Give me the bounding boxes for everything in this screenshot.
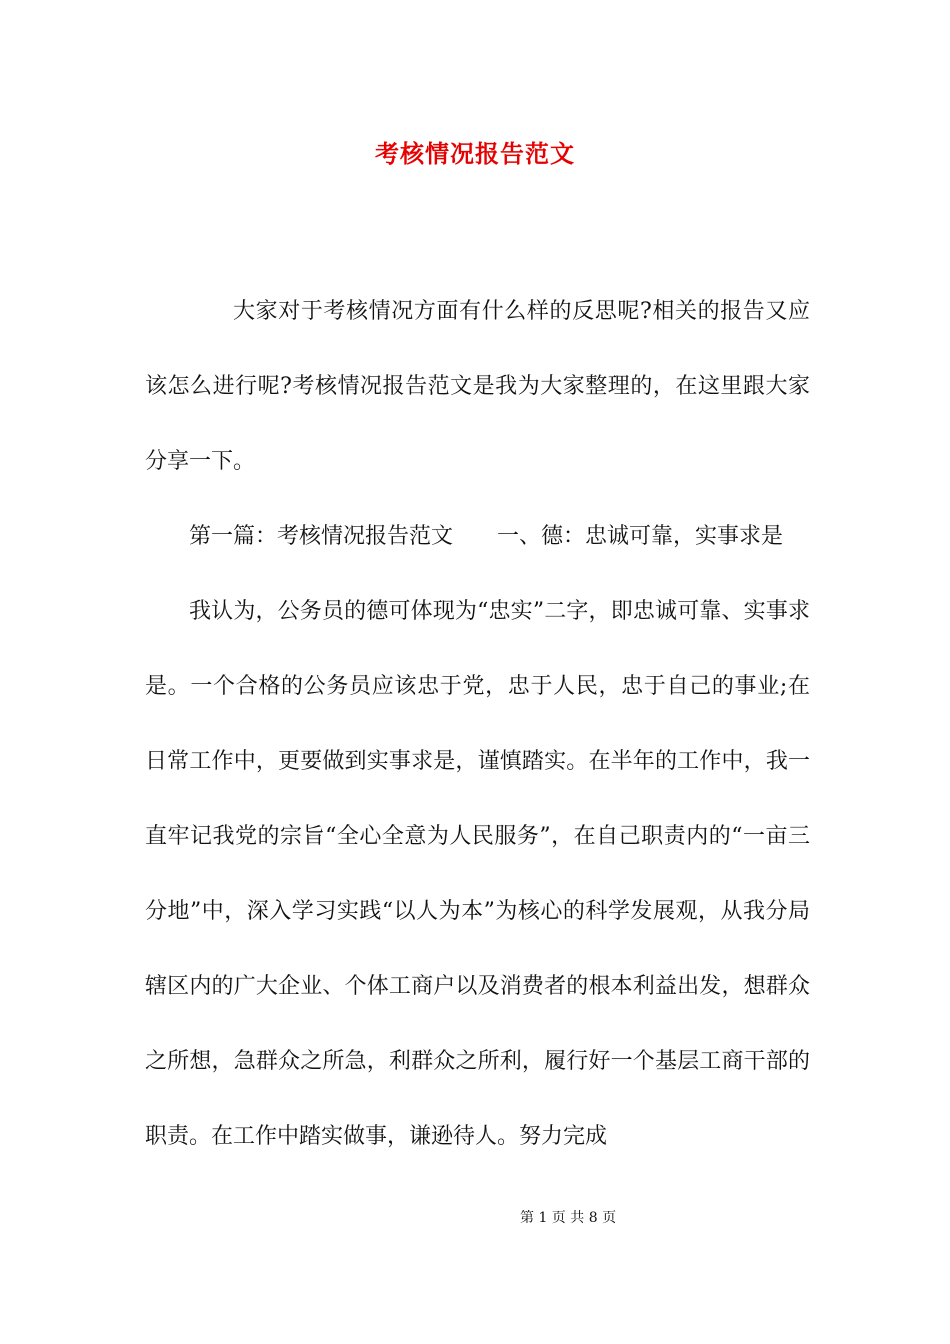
- section-heading-part-b: 一、德：忠诚可靠，实事求是: [497, 524, 784, 549]
- intro-paragraph: 大家对于考核情况方面有什么样的反思呢?相关的报告又应该怎么进行呢?考核情况报告范文是我为大家整理的，在这里跟大家分享一下。: [145, 299, 810, 474]
- section-heading: [145, 499, 810, 574]
- section-heading-part-a: 第一篇：考核情况报告范文: [189, 524, 454, 549]
- body-paragraph: 我认为，公务员的德可体现为“忠实”二字，即忠诚可靠、实事求是。一个合格的公务员应该忠于党，忠于人民，忠于自己的事业;在日常工作中，更要做到实事求是，谨慎踏实。在半年的工作中，我一直牢记我党的宗旨“全心全意为人民服务”，在自己职责内的“一亩三分地”中，深入学习实践“以人为本”为核心的科学发展观，从我分局辖区内的广大企业、个体工商户以及消费者的根本利益出发，想群众之所想，急群众之所急，利群众之所利，履行好一个基层工商干部的职责。在工作中踏实做事，谦逊待人。努力完成: [145, 599, 810, 1149]
- document-title: 考核情况报告范文: [375, 139, 575, 168]
- document-body: [145, 274, 810, 1174]
- page-number-footer: 第 1 页 共 8 页: [520, 1210, 617, 1226]
